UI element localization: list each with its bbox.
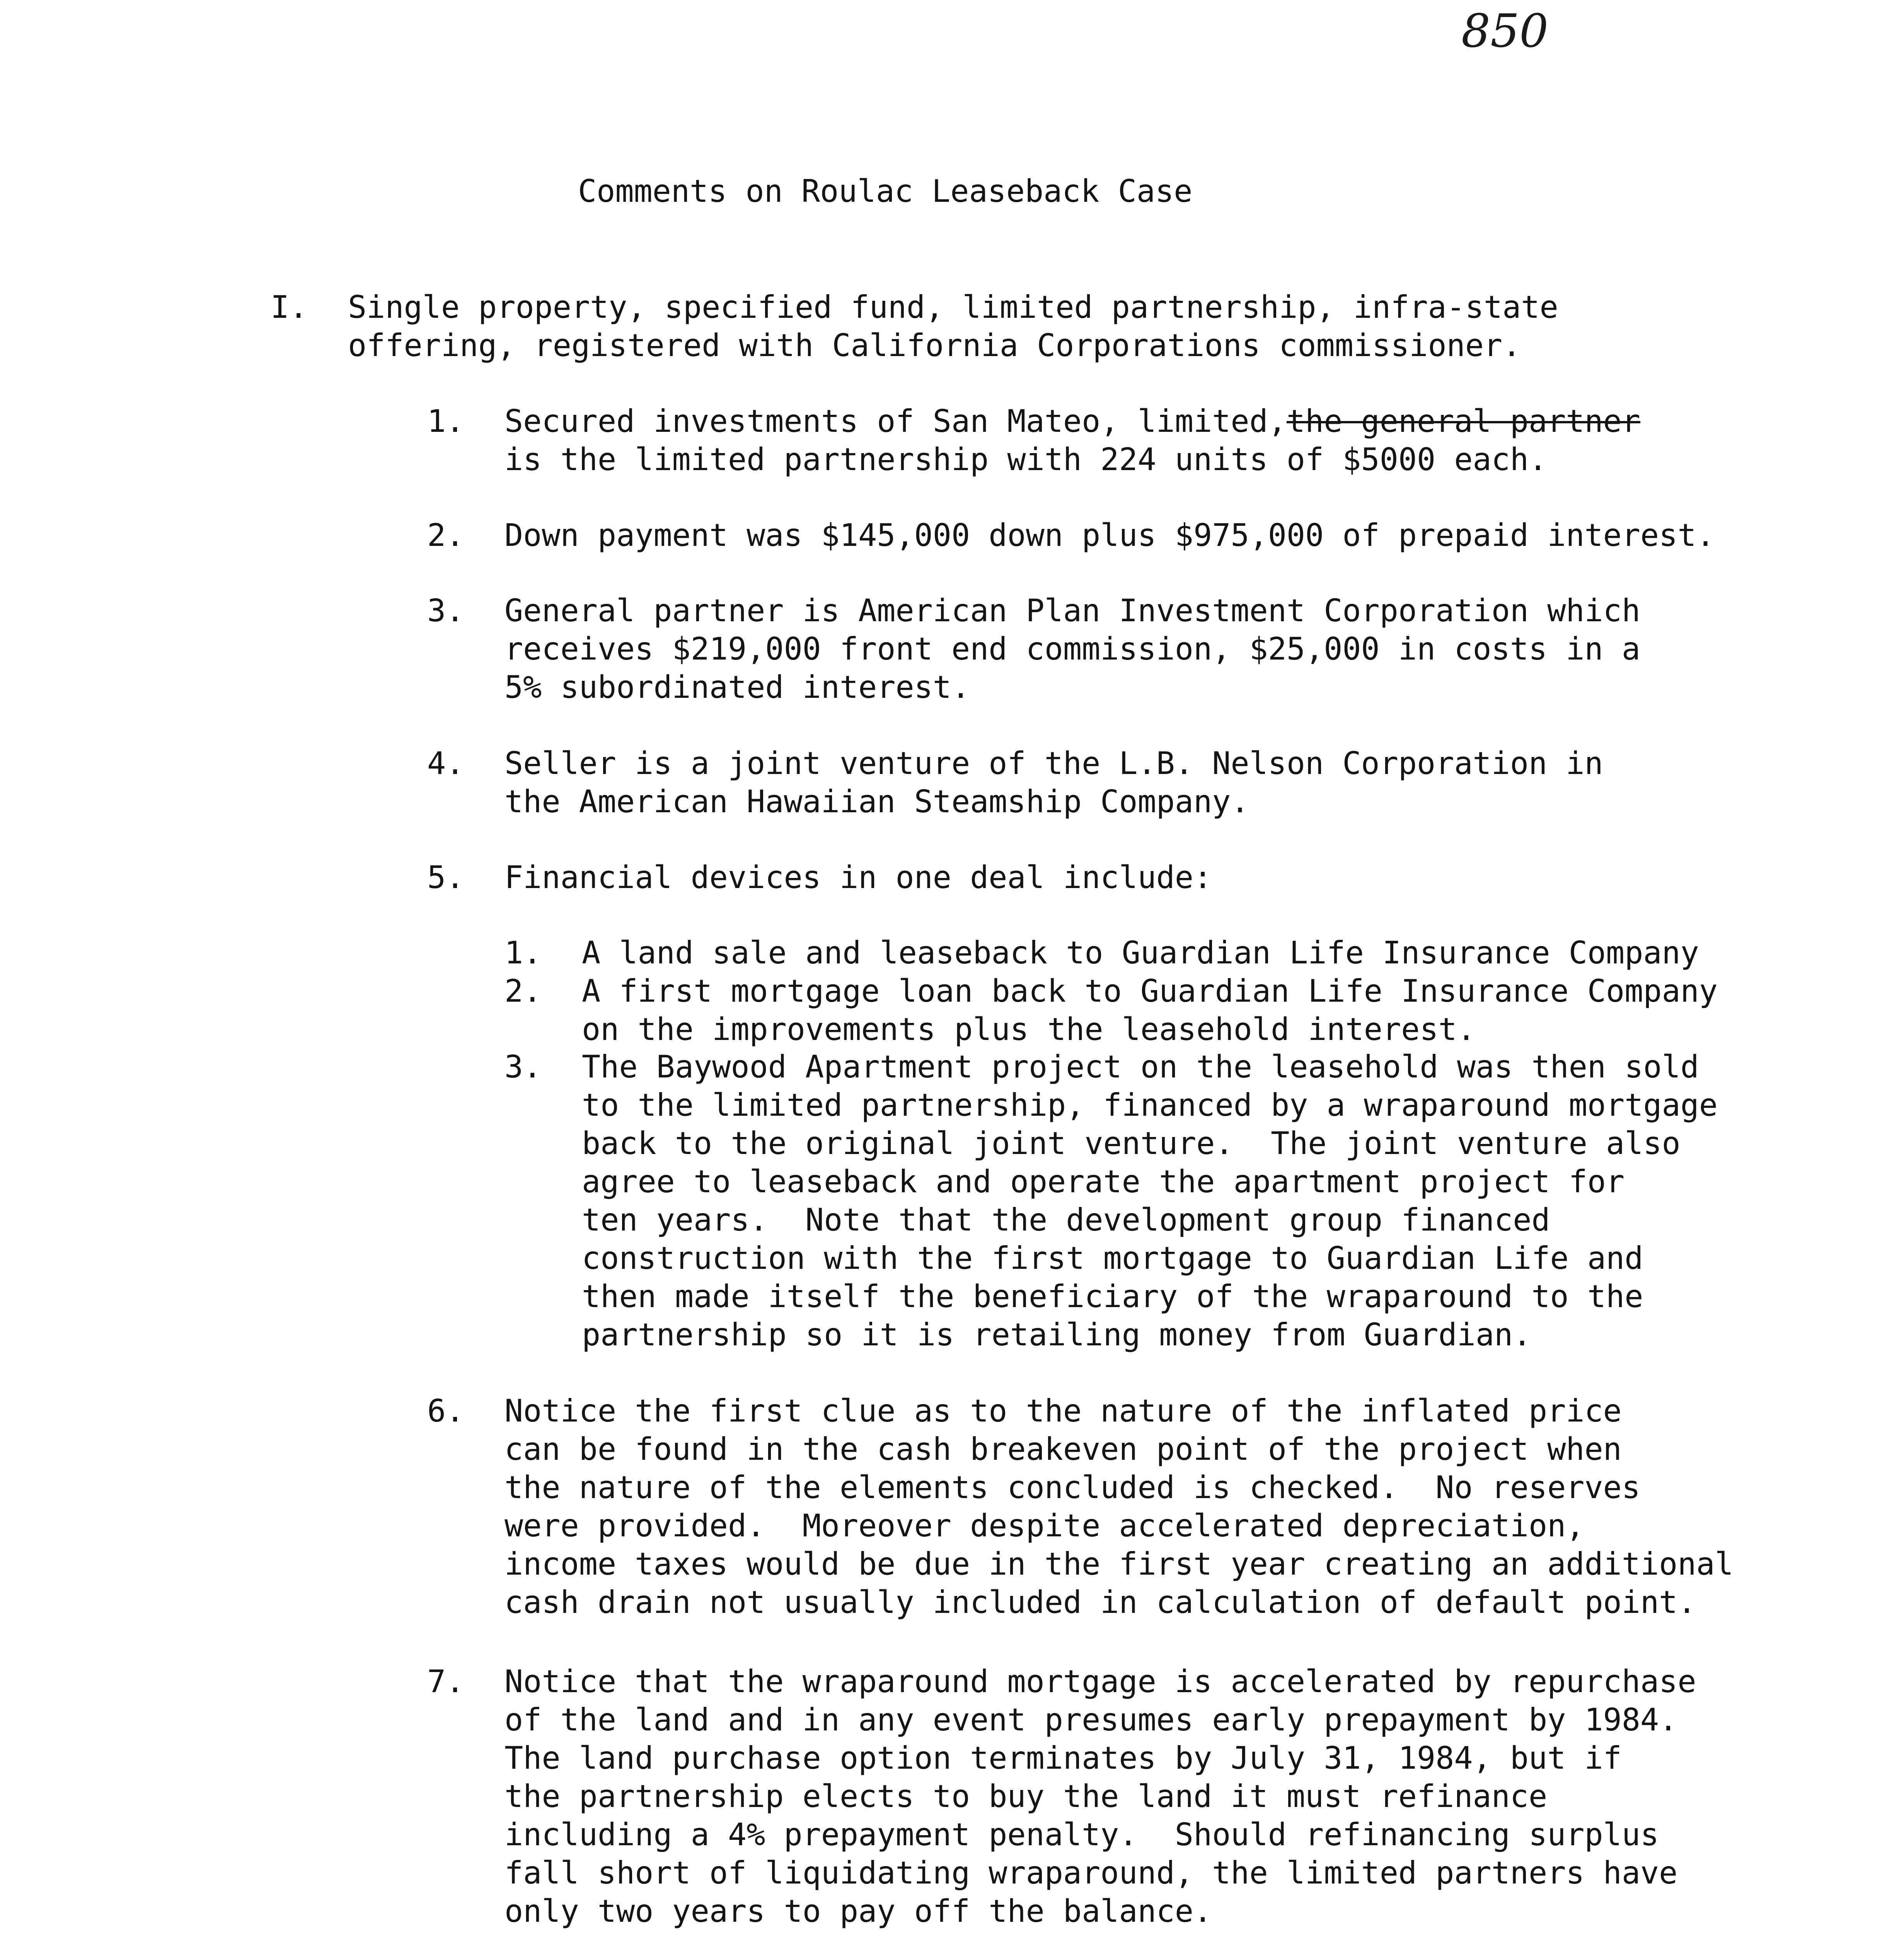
text-line: Single property, specified fund, limited partnership, infra-state [348, 289, 1558, 325]
text-line: construction with the first mortgage to Guardian Life and [582, 1240, 1643, 1276]
handwritten-page-number: 850 [1461, 4, 1549, 58]
text-line: including a 4% prepayment penalty. Should refinancing surplus [505, 1817, 1659, 1853]
text-line: General partner is American Plan Investment Corporation which [505, 593, 1641, 629]
text-line: A land sale and leaseback to Guardian Life Insurance Company [582, 935, 1699, 971]
text-line: the partnership elects to buy the land it must refinance [505, 1778, 1548, 1814]
subitem-3 [505, 1048, 1718, 1354]
text-line: The land purchase option terminates by July 31, 1984, but if [505, 1740, 1622, 1776]
section-1-item-4 [427, 744, 1603, 821]
item-number: 5. [427, 859, 465, 895]
subitem-number: 3. [505, 1049, 542, 1085]
struck-text: the general partner [1286, 403, 1641, 439]
text-line: The Baywood Apartment project on the leasehold was then sold [582, 1049, 1699, 1085]
text-line: Notice the first clue as to the nature of the inflated price [505, 1393, 1622, 1429]
text-line: fall short of liquidating wraparound, the limited partners have [505, 1855, 1678, 1891]
text-line: the American Hawaiian Steamship Company. [505, 784, 1249, 820]
text-line: the nature of the elements concluded is checked. No reserves [505, 1469, 1641, 1505]
text-line: is the limited partnership with 224 units of $5000 each. [505, 441, 1548, 477]
text-line: to the limited partnership, financed by a wraparound mortgage [582, 1087, 1718, 1123]
text-line: A first mortgage loan back to Guardian Life Insurance Company [582, 973, 1718, 1009]
section-1-item-7 [427, 1662, 1696, 1930]
subitem-number: 1. [505, 935, 542, 971]
text-line: were provided. Moreover despite accelerated depreciation, [505, 1508, 1585, 1544]
text-line: offering, registered with California Corporations commissioner. [348, 327, 1521, 363]
section-1 [271, 288, 1558, 365]
text-line [505, 402, 1640, 440]
section-1-item-3 [427, 591, 1641, 706]
text-line: income taxes would be due in the first year creating an additional [505, 1546, 1734, 1582]
text-line: on the improvements plus the leasehold interest. [582, 1011, 1476, 1047]
text-line: 5% subordinated interest. [505, 669, 970, 705]
section-1-item-2 [427, 516, 1715, 554]
section-1-item-1 [427, 402, 1641, 479]
text-line: Down payment was $145,000 down plus $975,000 of prepaid interest. [505, 517, 1715, 553]
text-line: Seller is a joint venture of the L.B. Nelson Corporation in [505, 745, 1603, 781]
subitem-2 [505, 972, 1718, 1048]
text-line: then made itself the beneficiary of the wraparound to the [582, 1278, 1643, 1314]
subitem-number: 2. [505, 973, 542, 1009]
subitem-1 [505, 934, 1699, 972]
document-title: Comments on Roulac Leaseback Case [578, 173, 1193, 209]
text-line: cash drain not usually included in calculation of default point. [505, 1584, 1696, 1620]
section-1-item-6 [427, 1392, 1734, 1621]
section-1-item-5 [427, 858, 1212, 897]
text-line: back to the original joint venture. The joint venture also [582, 1125, 1681, 1161]
text-line: agree to leaseback and operate the apartment project for [582, 1164, 1625, 1200]
item-number: 3. [427, 593, 465, 629]
text-line: Notice that the wraparound mortgage is accelerated by repurchase [505, 1664, 1696, 1699]
item-number: 6. [427, 1393, 465, 1429]
text-line: of the land and in any event presumes early prepayment by 1984. [505, 1702, 1678, 1738]
text-line: can be found in the cash breakeven point of the project when [505, 1431, 1622, 1467]
text-line: Financial devices in one deal include: [505, 859, 1212, 895]
item-number: 4. [427, 745, 465, 781]
text-line: only two years to pay off the balance. [505, 1893, 1212, 1929]
text-line: ten years. Note that the development group financed [582, 1202, 1550, 1238]
text-fragment: Secured investments of San Mateo, limited, [505, 403, 1287, 439]
item-number: 1. [427, 403, 465, 439]
text-line: receives $219,000 front end commission, $25,000 in costs in a [505, 631, 1641, 667]
item-number: 2. [427, 517, 465, 553]
section-1-number: I. [271, 289, 308, 325]
text-line: partnership so it is retailing money from Guardian. [582, 1317, 1532, 1353]
item-number: 7. [427, 1664, 465, 1699]
